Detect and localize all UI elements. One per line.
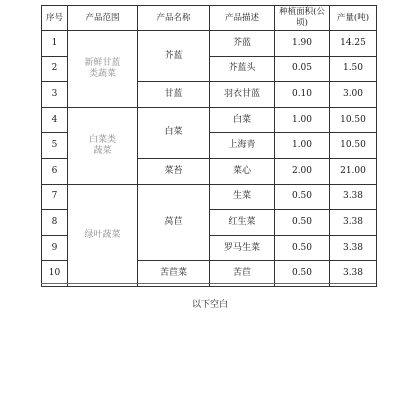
- divider-line: [41, 283, 376, 284]
- range-cell-leafy: 绿叶蔬菜: [68, 184, 138, 286]
- row-seq: 10: [42, 261, 68, 287]
- area-cell: 0.05: [275, 56, 330, 82]
- desc-cell: 芥蓝头: [210, 56, 275, 82]
- row-seq: 2: [42, 56, 68, 82]
- desc-cell: 羽衣甘蓝: [210, 82, 275, 108]
- desc-cell: 苦苣: [210, 261, 275, 287]
- yield-cell: 10.50: [330, 133, 377, 159]
- desc-cell: 白菜: [210, 107, 275, 133]
- product-cell: 莴苣: [138, 184, 210, 261]
- area-cell: 0.50: [275, 261, 330, 287]
- header-yield: 产量(吨): [330, 6, 377, 31]
- desc-cell: 罗马生菜: [210, 235, 275, 261]
- yield-cell: 3.38: [330, 184, 377, 210]
- product-cell: 甘蓝: [138, 82, 210, 108]
- yield-cell: 21.00: [330, 158, 377, 184]
- yield-cell: 10.50: [330, 107, 377, 133]
- area-cell: 0.50: [275, 235, 330, 261]
- area-cell: 0.50: [275, 184, 330, 210]
- area-cell: 2.00: [275, 158, 330, 184]
- blank-below-note: 以下空白: [191, 300, 228, 310]
- desc-cell: 生菜: [210, 184, 275, 210]
- range-cell-chinese-cabbage: 白菜类 蔬菜: [68, 107, 138, 184]
- header-product: 产品名称: [138, 6, 210, 31]
- row-seq: 5: [42, 133, 68, 159]
- area-cell: 0.50: [275, 210, 330, 236]
- product-cell: 苦苣菜: [138, 261, 210, 287]
- range-cell-cabbage: 新鲜甘蓝 类蔬菜: [68, 31, 138, 108]
- header-range: 产品范围: [68, 6, 138, 31]
- header-area: 种植面积(公顷): [275, 6, 330, 31]
- header-description: 产品描述: [210, 6, 275, 31]
- desc-cell: 红生菜: [210, 210, 275, 236]
- area-cell: 1.00: [275, 133, 330, 159]
- desc-cell: 菜心: [210, 158, 275, 184]
- row-seq: 3: [42, 82, 68, 108]
- product-cell: 芥蓝: [138, 31, 210, 82]
- row-seq: 4: [42, 107, 68, 133]
- table-header-row: [42, 6, 377, 31]
- table-row: [42, 31, 377, 57]
- yield-cell: 3.38: [330, 261, 377, 287]
- area-cell: 1.00: [275, 107, 330, 133]
- row-seq: 8: [42, 210, 68, 236]
- row-seq: 7: [42, 184, 68, 210]
- product-table: [41, 5, 377, 287]
- yield-cell: 1.50: [330, 56, 377, 82]
- row-seq: 9: [42, 235, 68, 261]
- product-cell: 菜苔: [138, 158, 210, 184]
- desc-cell: 上海青: [210, 133, 275, 159]
- row-seq: 1: [42, 31, 68, 57]
- row-seq: 6: [42, 158, 68, 184]
- product-cell: 白菜: [138, 107, 210, 158]
- desc-cell: 芥蓝: [210, 31, 275, 57]
- table-row: [42, 107, 377, 133]
- yield-cell: 3.38: [330, 210, 377, 236]
- table-row: [42, 184, 377, 210]
- area-cell: 0.10: [275, 82, 330, 108]
- yield-cell: 3.00: [330, 82, 377, 108]
- yield-cell: 3.38: [330, 235, 377, 261]
- yield-cell: 14.25: [330, 31, 377, 57]
- area-cell: 1.90: [275, 31, 330, 57]
- header-seq: 序号: [42, 6, 68, 31]
